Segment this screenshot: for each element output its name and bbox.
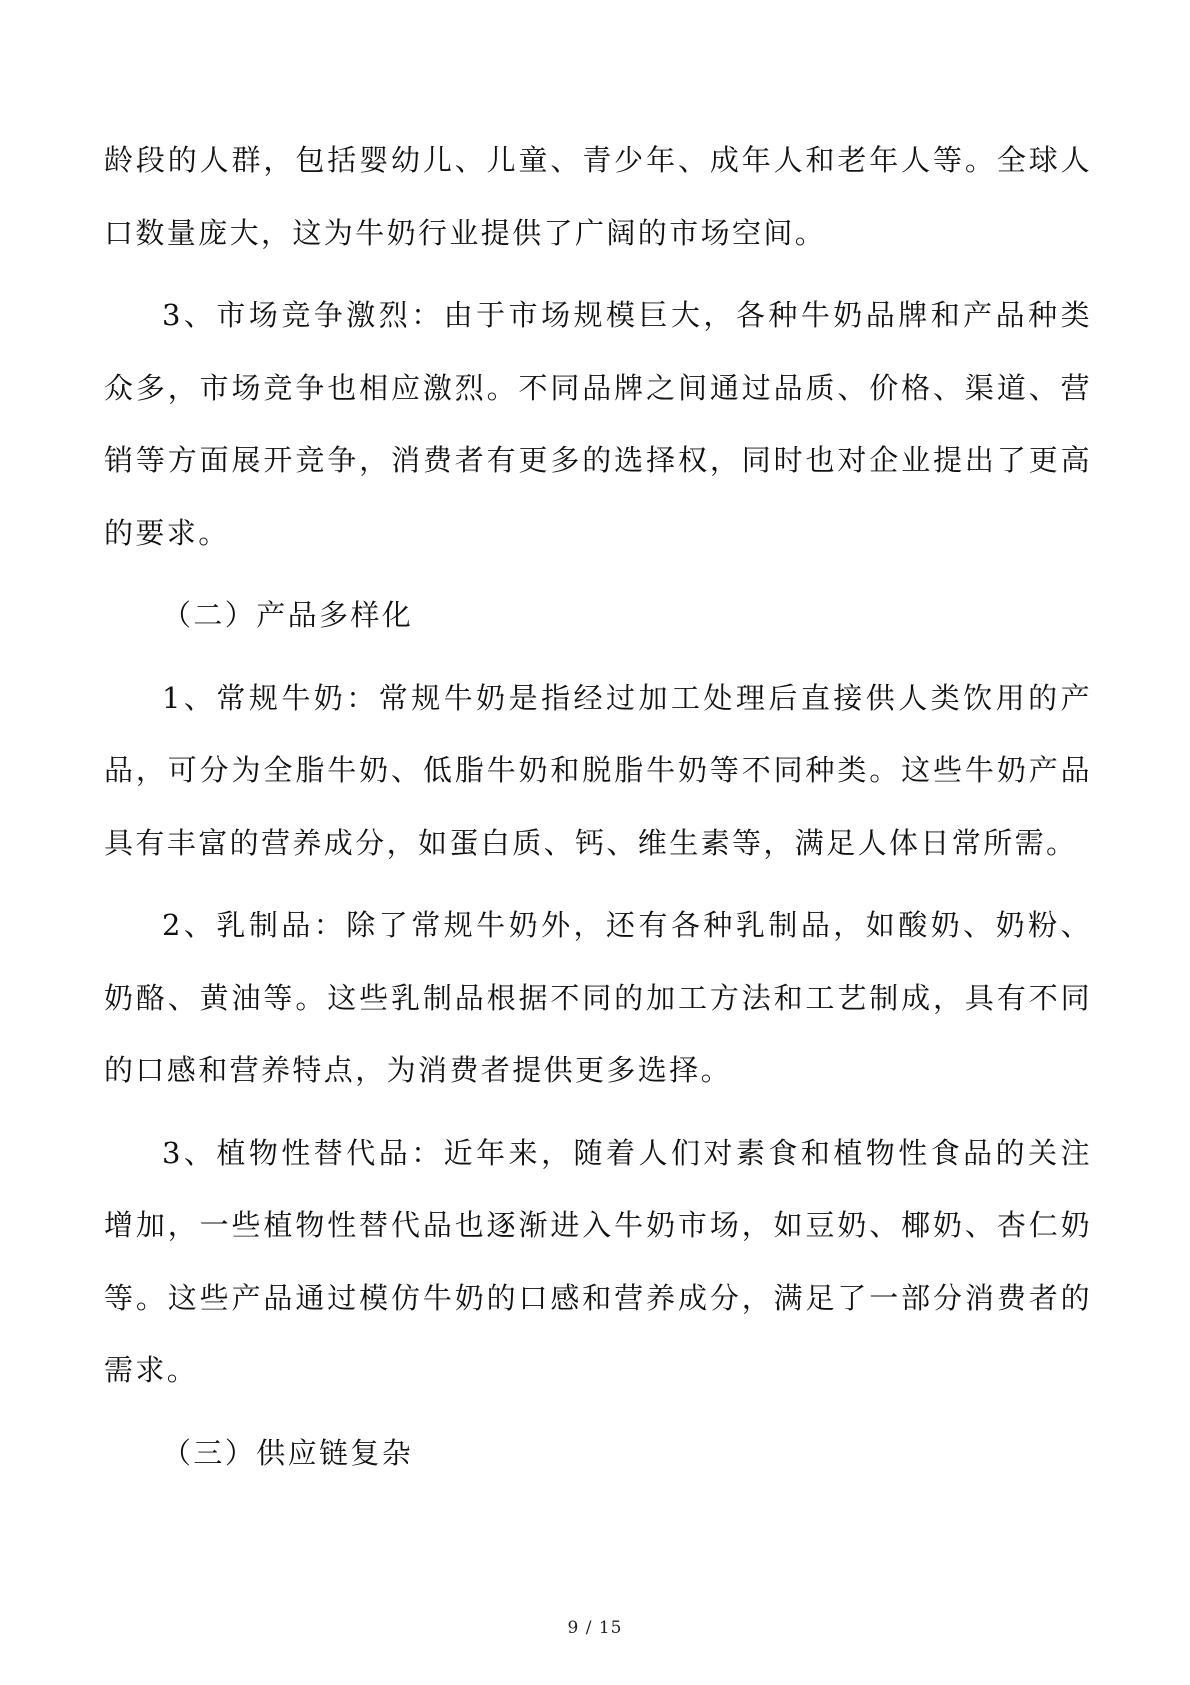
paragraph-plant-alternatives: 3、植物性替代品：近年来，随着人们对素食和植物性食品的关注增加，一些植物性替代品也逐渐进入牛奶市场，如豆奶、椰奶、杏仁奶等。这些产品通过模仿牛奶的口感和营养成分，满足了一部分消费者的需求。 (104, 1135, 1092, 1387)
paragraph-market-population: 龄段的人群，包括婴幼儿、儿童、青少年、成年人和老年人等。全球人口数量庞大，这为牛奶行业提供了广阔的市场空间。 (104, 143, 1092, 250)
document-body (104, 124, 1092, 1499)
page-number: 9 / 15 (567, 1618, 623, 1638)
paragraph-dairy-products: 2、乳制品：除了常规牛奶外，还有各种乳制品，如酸奶、奶粉、奶酪、黄油等。这些乳制品根据不同的加工方法和工艺制成，具有不同的口感和营养特点，为消费者提供更多选择。 (104, 908, 1092, 1087)
paragraph-market-competition: 3、市场竞争激烈：由于市场规模巨大，各种牛奶品牌和产品种类众多，市场竞争也相应激烈。不同品牌之间通过品质、价格、渠道、营销等方面展开竞争，消费者有更多的选择权，同时也对企业提出了更高的要求。 (104, 298, 1092, 550)
section-heading-product-diversification: （二）产品多样化 (162, 598, 414, 632)
section-heading-supply-chain: （三）供应链复杂 (162, 1435, 414, 1470)
paragraph-regular-milk: 1、常规牛奶：常规牛奶是指经过加工处理后直接供人类饮用的产品，可分为全脂牛奶、低脂牛奶和脱脂牛奶等不同种类。这些牛奶产品具有丰富的营养成分，如蛋白质、钙、维生素等，满足人体日常所需。 (104, 680, 1092, 860)
